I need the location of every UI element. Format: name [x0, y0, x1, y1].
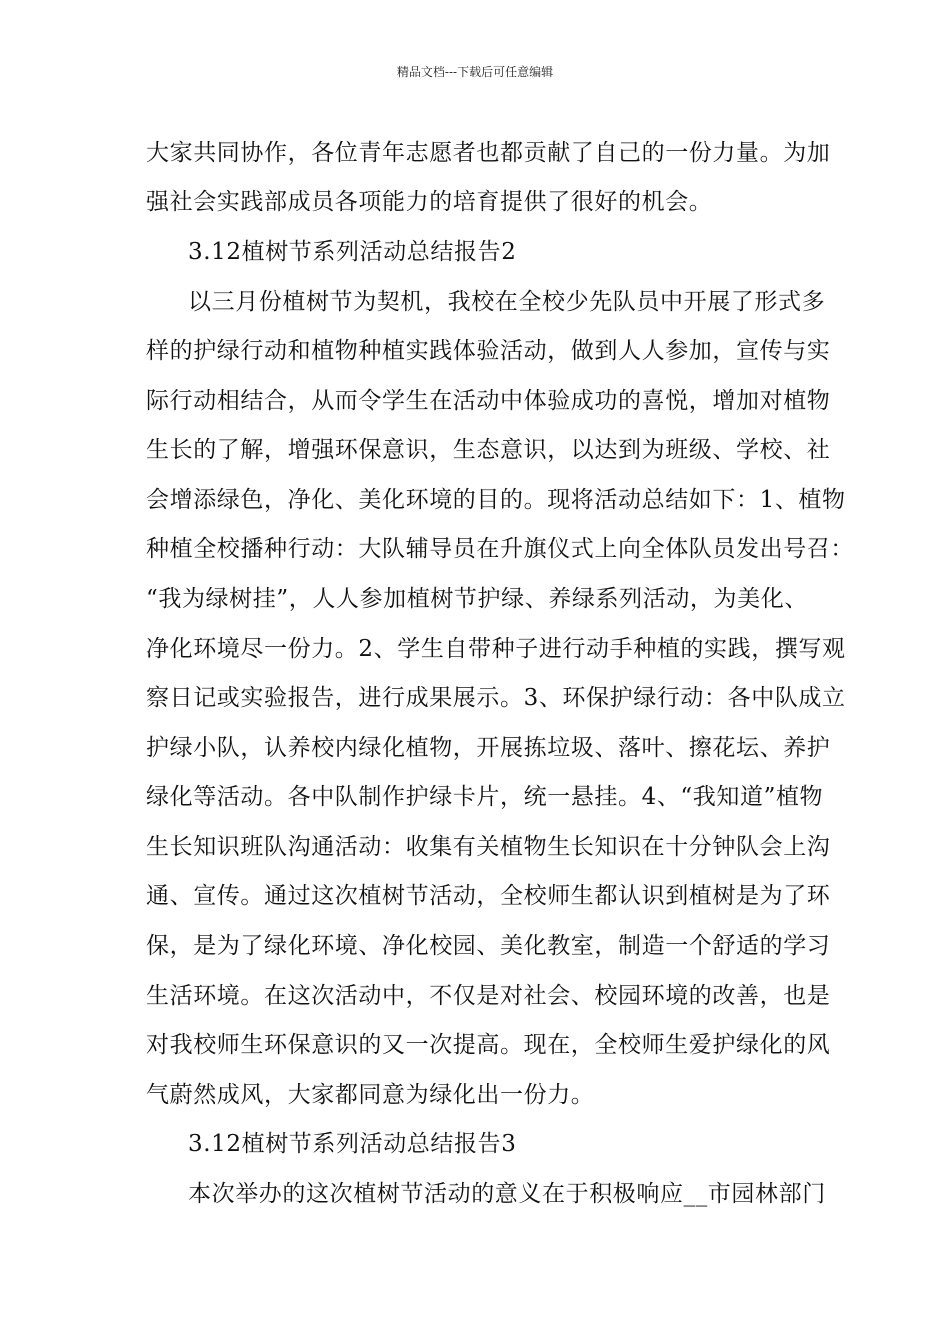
body-line: 对我校师生环保意识的又一次提高。现在，全校师生爱护绿化的风	[146, 1032, 831, 1058]
body-line: 以三月份植树节为契机，我校在全校少先队员中开展了形式多	[188, 289, 826, 315]
body-line: 气蔚然成风，大家都同意为绿化出一份力。	[146, 1082, 595, 1108]
body-line: 生长知识班队沟通活动：收集有关植物生长知识在十分钟队会上沟	[146, 834, 831, 860]
body-line: 生长的了解，增强环保意识，生态意识，以达到为班级、学校、社	[146, 437, 831, 463]
body-line: 强社会实践部成员各项能力的培育提供了很好的机会。	[146, 189, 713, 215]
body-line: “我为绿树挂”，人人参加植树节护绿、养绿系列活动，为美化、	[146, 586, 808, 612]
body-line: 净化环境尽一份力。2、学生自带种子进行动手种植的实践，撰写观	[146, 636, 846, 662]
body-line: 大家共同协作，各位青年志愿者也都贡献了自己的一份力量。为加	[146, 140, 831, 166]
body-line: 通、宣传。通过这次植树节活动，全校师生都认识到植树是为了环	[146, 883, 831, 909]
body-line: 保，是为了绿化环境、净化校园、美化教室，制造一个舒适的学习	[146, 933, 831, 959]
body-line: 会增添绿色，净化、美化环境的目的。现将活动总结如下：1、植物	[146, 487, 846, 513]
body-line: 样的护绿行动和植物种植实践体验活动，做到人人参加，宣传与实	[146, 338, 831, 364]
page-header: 精品文档---下载后可任意编辑	[396, 65, 554, 79]
body-line: 际行动相结合，从而令学生在活动中体验成功的喜悦，增加对植物	[146, 388, 831, 414]
body-line: 生活环境。在这次活动中，不仅是对社会、校园环境的改善，也是	[146, 983, 831, 1009]
body-line: 种植全校播种行动：大队辅导员在升旗仪式上向全体队员发出号召：	[146, 536, 854, 562]
body-line: 本次举办的这次植树节活动的意义在于积极响应__市园林部门	[188, 1181, 826, 1207]
body-line: 察日记或实验报告，进行成果展示。3、环保护绿行动：各中队成立	[146, 685, 846, 711]
body-line: 绿化等活动。各中队制作护绿卡片，统一悬挂。4、“我知道”植物	[146, 784, 824, 810]
section-heading: 3.12植树节系列活动总结报告2	[188, 239, 517, 265]
section-heading: 3.12植树节系列活动总结报告3	[188, 1131, 517, 1157]
body-line: 护绿小队，认养校内绿化植物，开展拣垃圾、落叶、擦花坛、养护	[146, 735, 831, 761]
